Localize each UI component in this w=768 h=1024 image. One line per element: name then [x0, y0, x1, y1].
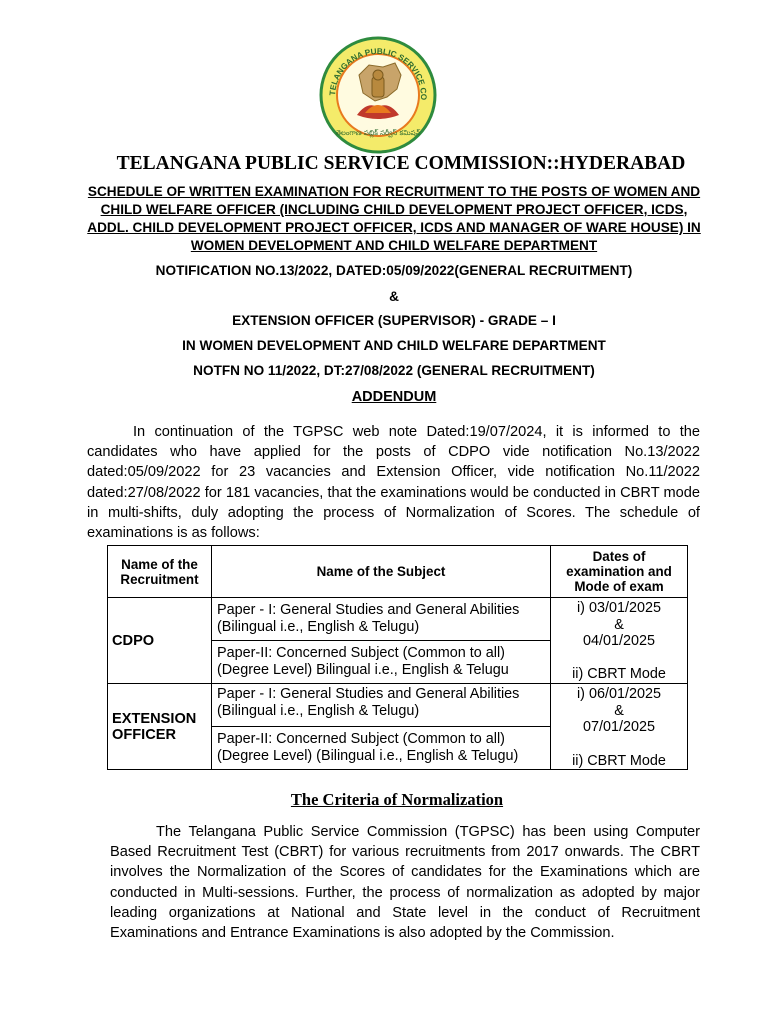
criteria-paragraph: The Telangana Public Service Commission (TGPSC) has been using Computer Based Recruitment Test (CBRT) for various recruitments from 2017 onwards. The CBRT involves the Normalization of the Scores of candidates for the Examinations which are conducted in Multi-sessions. Further, the process of normalization as adopted by major leading organizations at National and State level in the conduct of Recruitment Examinations and Entrance Examinations is also adopted by the Commission.	[110, 824, 700, 942]
department-heading: IN WOMEN DEVELOPMENT AND CHILD WELFARE DEPARTMENT	[182, 338, 606, 353]
intro-paragraph: In continuation of the TGPSC web note Dated:19/07/2024, it is informed to the candidates who have applied for the posts of CDPO vide notification No.13/2022 dated:05/09/2022 for 23 vacancies and Extension Officer, vide notification No.11/2022 dated:27/08/2022 for 181 vacancies, that the examinations would be conducted in CBRT mode in multi-shifts, duly adopting the process of Normalization of Scores. The schedule of examinations is as follows:	[87, 424, 700, 542]
schedule-heading	[60, 183, 728, 255]
date-2: 04/01/2025	[582, 633, 656, 649]
date-amp: &	[614, 702, 624, 719]
exam-mode: ii) CBRT Mode	[572, 752, 666, 769]
date-amp: &	[614, 616, 624, 633]
header-recruitment: Name of the Recruitment	[108, 546, 212, 598]
schedule-table	[107, 545, 688, 770]
org-title: TELANGANA PUBLIC SERVICE COMMISSION::HYDERABAD	[116, 153, 686, 174]
extension-officer-heading: EXTENSION OFFICER (SUPERVISOR) - GRADE – I	[232, 313, 556, 328]
date-1: i) 06/01/2025	[576, 686, 661, 702]
schedule-line: CHILD WELFARE OFFICER (INCLUDING CHILD DEVELOPMENT PROJECT OFFICER, ICDS,	[100, 202, 688, 217]
recruitment-cdpo: CDPO	[108, 598, 212, 684]
date-1: i) 03/01/2025	[576, 600, 661, 616]
header-dates: Dates of examination and Mode of exam	[551, 546, 688, 598]
dates-cell	[551, 598, 688, 684]
header-subject: Name of the Subject	[212, 546, 551, 598]
subject-paper-1: Paper - I: General Studies and General Abilities (Bilingual i.e., English & Telugu)	[212, 684, 551, 727]
criteria-heading: The Criteria of Normalization	[290, 790, 504, 809]
subject-paper-2: Paper-II: Concerned Subject (Common to all) (Degree Level) (Bilingual i.e., English & Telugu)	[212, 727, 551, 770]
exam-mode: ii) CBRT Mode	[572, 665, 666, 682]
recruitment-extension-officer: EXTENSION OFFICER	[108, 684, 212, 770]
table-header-row	[108, 546, 688, 598]
logo-telugu-text: తెలంగాణ పబ్లిక్ సర్వీస్ కమిషన్	[335, 129, 421, 137]
table-row	[108, 598, 688, 641]
subject-paper-2: Paper-II: Concerned Subject (Common to all) (Degree Level) Bilingual i.e., English & Telugu	[212, 641, 551, 684]
schedule-line: WOMEN DEVELOPMENT AND CHILD WELFARE DEPARTMENT	[190, 238, 598, 253]
subject-paper-1: Paper - I: General Studies and General Abilities (Bilingual i.e., English & Telugu)	[212, 598, 551, 641]
table-row	[108, 684, 688, 727]
logo-ring-text: TELANGANA PUBLIC SERVICE CO	[327, 46, 429, 101]
addendum-heading: ADDENDUM	[351, 389, 437, 405]
notification-2: NOTFN NO 11/2022, DT:27/08/2022 (GENERAL RECRUITMENT)	[193, 363, 595, 378]
tgpsc-logo	[311, 35, 445, 155]
date-2: 07/01/2025	[582, 719, 656, 735]
notification-1: NOTIFICATION NO.13/2022, DATED:05/09/2022(GENERAL RECRUITMENT)	[155, 263, 633, 278]
dates-cell	[551, 684, 688, 770]
schedule-line: SCHEDULE OF WRITTEN EXAMINATION FOR RECRUITMENT TO THE POSTS OF WOMEN AND	[87, 184, 701, 199]
schedule-line: ADDL. CHILD DEVELOPMENT PROJECT OFFICER, ICDS AND MANAGER OF WARE HOUSE) IN	[87, 220, 701, 235]
ampersand: &	[389, 289, 399, 304]
